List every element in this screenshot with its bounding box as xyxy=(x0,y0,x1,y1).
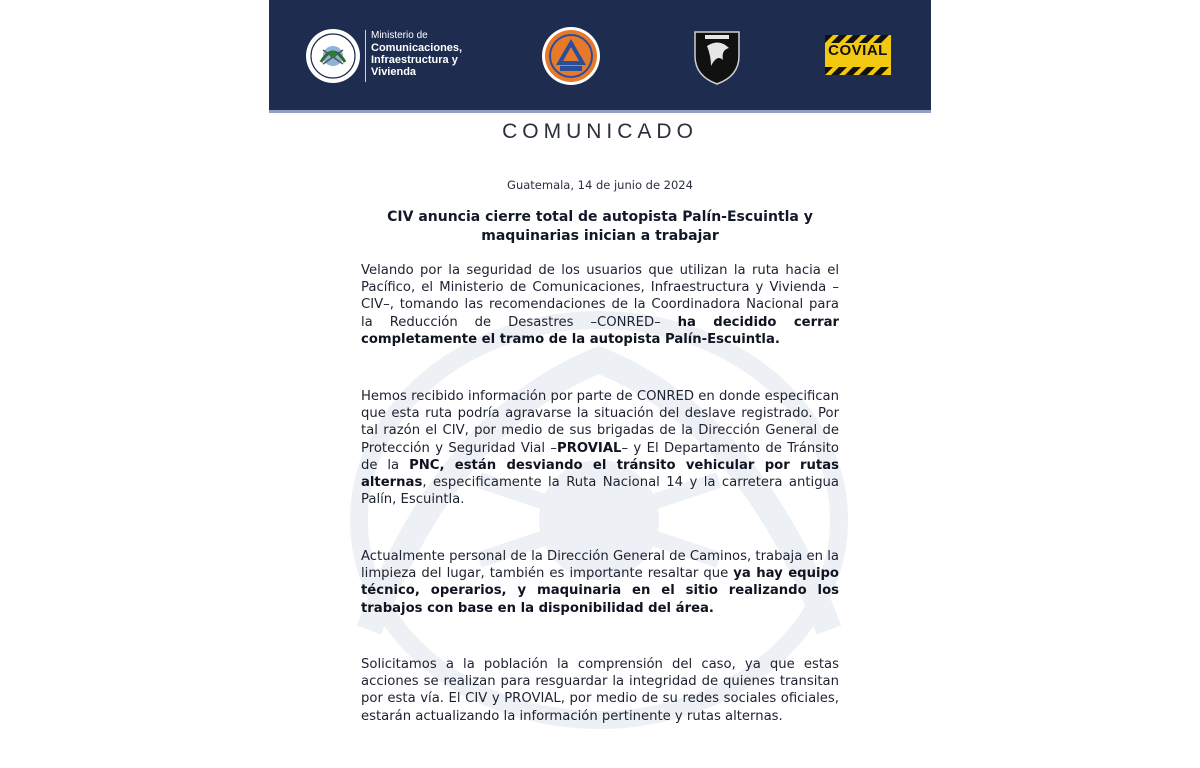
p4-text: Solicitamos a la población la comprensión del caso, ya que estas acciones se realizan para resguardar la integridad de quienes transitan por esta vía. El CIV y PROVIAL, por medio de su redes sociales oficiales, estarán actualizando la información pertinente y rutas alternas. xyxy=(361,657,839,724)
civ-name-line4: Vivienda xyxy=(371,66,417,78)
civ-name-line2: Comunicaciones, xyxy=(371,42,463,54)
paragraph-4 xyxy=(361,656,839,725)
covial-label: COVIAL xyxy=(828,42,888,59)
paragraph-2 xyxy=(361,388,839,508)
p2-bold-2: PNC, están desviando el tránsito vehicular por rutas alternas xyxy=(361,457,839,491)
p1-text: Velando por la seguridad de los usuarios que utilizan la ruta hacia el Pacífico, el Ministerio de Comunicaciones, Infraestructura y Vivienda –CIV–, tomando las recomendaciones de la Coordinadora Nacional para la Reducción de Desastres –CONRED– xyxy=(361,263,839,330)
p3-text-1: Actualmente personal de la Dirección General de Caminos, trabaja en la limpieza del lugar, también es importante resaltar que xyxy=(361,549,839,582)
p2-text-2: – y El Departamento de Tránsito de la xyxy=(361,440,839,473)
p2-bold-1: PROVIAL xyxy=(557,440,622,456)
document-headline: CIV anuncia cierre total de autopista Palín-Escuintla y maquinarias inician a trabajar xyxy=(387,209,813,244)
document-title: COMUNICADO xyxy=(502,120,698,143)
paragraph-1 xyxy=(361,262,839,348)
banner-stripe xyxy=(269,110,931,113)
civ-ministry-name xyxy=(371,30,511,78)
paragraph-3 xyxy=(361,548,839,617)
p1-bold: ha decidido cerrar completamente el tramo de la autopista Palín-Escuintla. xyxy=(361,314,839,347)
civ-name-line3: Infraestructura y xyxy=(371,54,458,66)
logo-divider xyxy=(365,30,366,82)
guatemala-seal-logo xyxy=(305,28,361,84)
provial-shield-logo xyxy=(689,26,745,86)
header-banner xyxy=(269,0,931,110)
civ-name-line1: Ministerio de xyxy=(371,30,428,41)
press-release-page xyxy=(269,0,931,768)
p2-text-3: , especificamente la Ruta Nacional 14 y la carretera antigua Palín, Escuintla. xyxy=(361,475,839,508)
conred-logo xyxy=(541,26,601,86)
p3-bold-1: ya hay equipo técnico, operarios, y maquinaria en el sitio realizando los trabajos con base en la disponibilidad del área. xyxy=(361,566,839,616)
p2-text-1: Hemos recibido información por parte de CONRED en donde especifican que esta ruta podría agravarse la situación del deslave registrado. Por tal razón el CIV, por medio de sus brigadas de la Dirección General de Protección y Seguridad Vial – xyxy=(361,389,839,456)
document-date: Guatemala, 14 de junio de 2024 xyxy=(507,178,693,192)
